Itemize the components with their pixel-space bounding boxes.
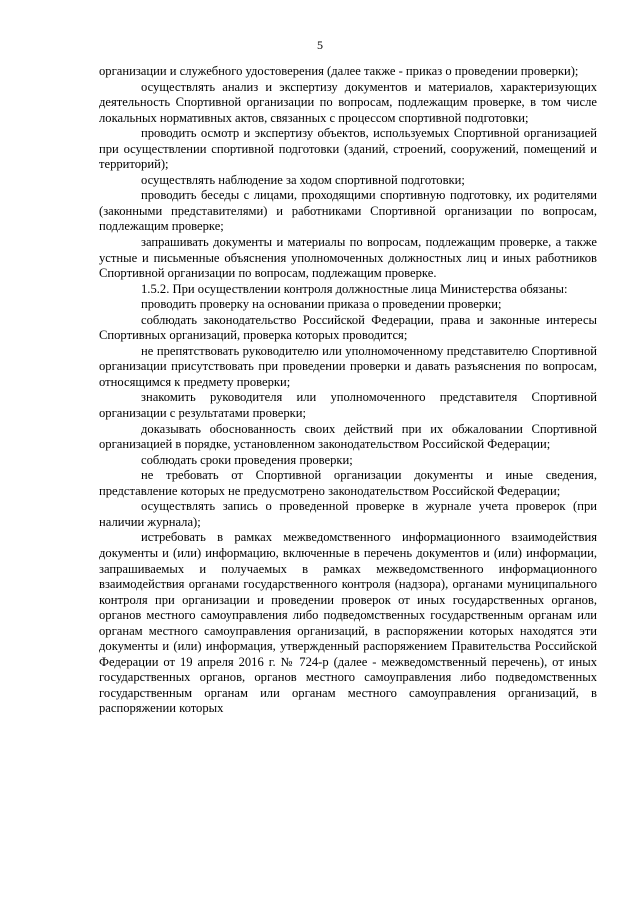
- paragraph: проводить беседы с лицами, проходящими спортивную подготовку, их родителями (законными представителями) и работниками Спортивной организации по вопросам, подлежащим проверке;: [99, 188, 597, 234]
- section-heading-paragraph: 1.5.2. При осуществлении контроля должностные лица Министерства обязаны:: [141, 281, 568, 296]
- paragraph: соблюдать законодательство Российской Федерации, права и законные интересы Спортивных организаций, проверка которых проводится;: [99, 312, 597, 343]
- document-body: [99, 64, 597, 717]
- paragraph: проводить проверку на основании приказа о проведении проверки;: [141, 297, 502, 312]
- paragraph: осуществлять наблюдение за ходом спортивной подготовки;: [141, 172, 465, 187]
- paragraph: запрашивать документы и материалы по вопросам, подлежащим проверке, а также устные и письменные объяснения уполномоченных должностных лиц и иных работников Спортивной организации по вопросам, подлежащим проверке.: [99, 235, 597, 281]
- paragraph: осуществлять анализ и экспертизу документов и материалов, характеризующих деятельность Спортивной организации по вопросам, подлежащим проверке, в том числе локальных нормативных актов, связанных с процессом спортивной подготовки;: [99, 79, 597, 125]
- page-number: 5: [317, 38, 323, 52]
- paragraph: истребовать в рамках межведомственного информационного взаимодействия документы и (или) информацию, включенные в перечень документов и (или) информации, запрашиваемых и получаемых в рамках межведомственного информационного взаимодействия органами государственного контроля (надзора), органами муниципального контроля при организации и проведении проверок от иных государственных органов, органов местного самоуправления либо подведомственных государственным органам или органам местного самоуправления организаций, в распоряжении которых находятся эти документы и (или) информация, утвержденный распоряжением Правительства Российской Федерации от 19 апреля 2016 г. № 724-р (далее - межведомственный перечень), от иных государственных органов, органов местного самоуправления либо подведомственных государственным органам или органам местного самоуправления организаций, в распоряжении которых: [99, 530, 597, 716]
- paragraph: не препятствовать руководителю или уполномоченному представителю Спортивной организации присутствовать при проведении проверки и давать разъяснения по вопросам, относящимся к предмету проверки;: [99, 343, 597, 389]
- paragraph: проводить осмотр и экспертизу объектов, используемых Спортивной организацией при осуществлении спортивной подготовки (зданий, строений, сооружений, помещений и территорий);: [99, 126, 597, 172]
- paragraph: знакомить руководителя или уполномоченного представителя Спортивной организации с результатами проверки;: [99, 390, 597, 421]
- paragraph: осуществлять запись о проведенной проверке в журнале учета проверок (при наличии журнала);: [99, 499, 597, 529]
- paragraph: соблюдать сроки проведения проверки;: [141, 452, 353, 467]
- paragraph: не требовать от Спортивной организации документы и иные сведения, представление которых не предусмотрено законодательством Российской Федерации;: [99, 468, 597, 498]
- paragraph: организации и служебного удостоверения (далее также - приказ о проведении проверки);: [99, 64, 579, 78]
- paragraph: доказывать обоснованность своих действий при их обжаловании Спортивной организацией в порядке, установленном законодательством Российской Федерации;: [99, 421, 597, 452]
